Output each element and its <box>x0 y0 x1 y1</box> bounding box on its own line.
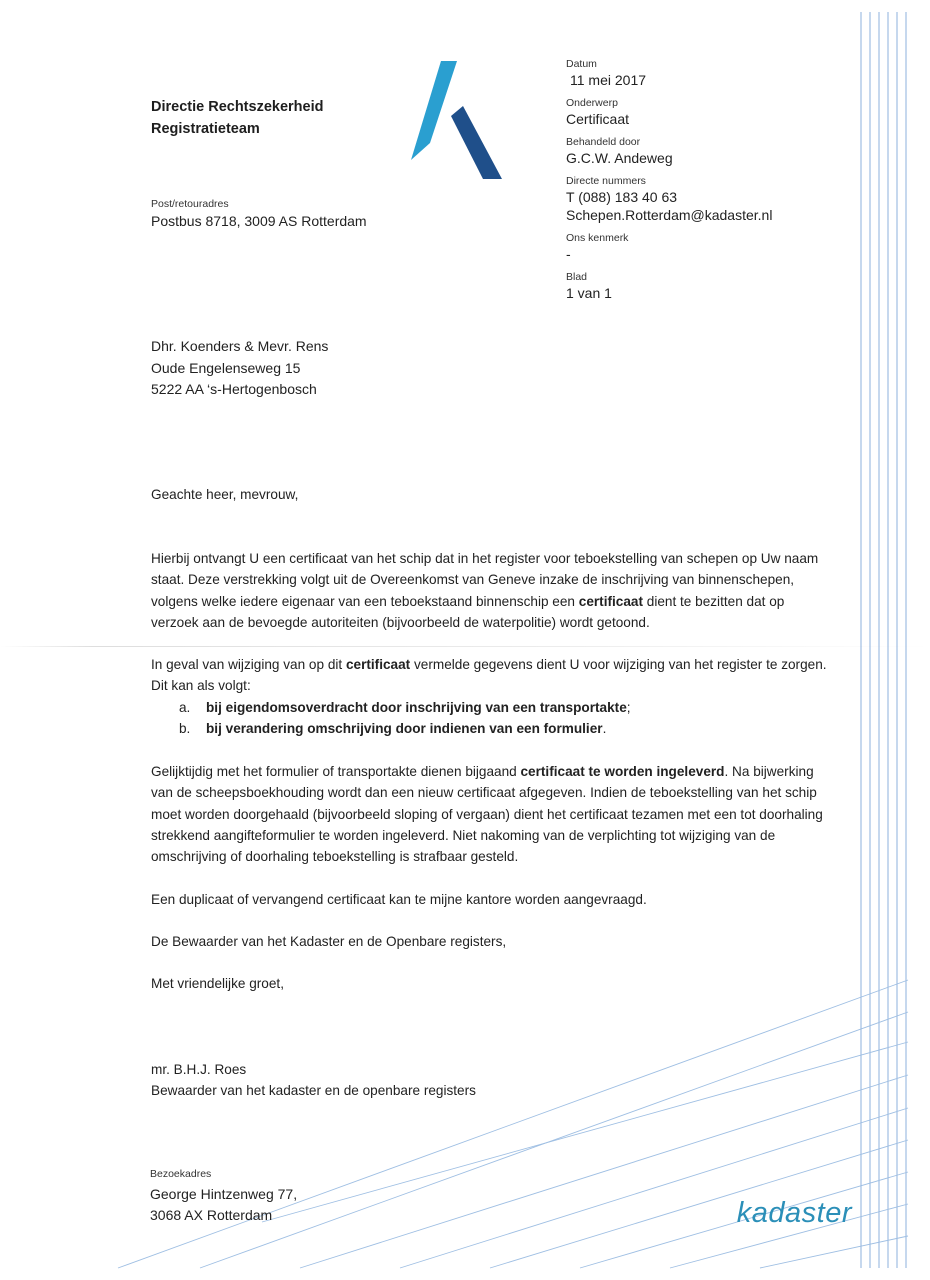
visit-line2: 3068 AX Rotterdam <box>150 1207 273 1223</box>
handled-value: G.C.W. Andeweg <box>566 150 673 166</box>
department-line1: Directie Rechtszekerheid <box>151 99 324 115</box>
sender-department <box>151 96 323 140</box>
department-line2: Registratieteam <box>151 121 260 137</box>
paragraph-1: Hierbij ontvangt U een certificaat van het schip dat in het register voor teboekstelling van schepen op Uw naam staat. Deze verstrekking volgt uit de Overeenkomst van Geneve inzake de inschrijving van binnenschepen, volgens welke iedere eigenaar van een teboekstaand binnenschip een certificaat dient te bezitten dat op verzoek aan de bevoegde autoriteiten (bijvoorbeeld de waterpolitie) wordt getoond. <box>151 551 819 630</box>
recipient-address <box>151 336 328 401</box>
return-address: Postbus 8718, 3009 AS Rotterdam <box>151 213 367 229</box>
signature-block <box>151 1059 831 1102</box>
paragraph-4: Een duplicaat of vervangend certificaat kan te mijne kantore worden aangevraagd. <box>151 892 647 907</box>
phone-value: T (088) 183 40 63 <box>566 189 678 205</box>
email-value: Schepen.Rotterdam@kadaster.nl <box>566 207 773 223</box>
handled-label: Behandeld door <box>566 136 641 148</box>
brand-mark-light <box>411 61 457 160</box>
paragraph-3: Gelijktijdig met het formulier of transportakte dienen bijgaand certificaat te worden ingeleverd. Na bijwerking van de scheepsboekhouding wordt dan een nieuw certificaat afgegeven. Indien de teboekstelling van het schip moet worden doorgehaald (bijvoorbeeld sloping of vergaan) dient het certificaat tezamen met een tot doorhaling strekkend aangifteformulier te worden ingeleverd. Niet nakoming van de verplichting tot wijziging van de omschrijving of doorhaling teboekstelling is strafbaar gesteld. <box>151 764 823 865</box>
paper-fold-line <box>0 646 930 647</box>
page-value: 1 van 1 <box>566 285 612 301</box>
signer-title: Bewaarder van het kadaster en de openbare registers <box>151 1083 476 1099</box>
subject-value: Certificaat <box>566 111 630 127</box>
visit-address-label: Bezoekadres <box>150 1168 212 1180</box>
date-value: 11 mei 2017 <box>570 72 647 88</box>
reference-value: - <box>566 246 571 262</box>
visit-line1: George Hintzenweg 77, <box>150 1186 298 1202</box>
brand-mark-dark <box>451 106 502 179</box>
subject-label: Onderwerp <box>566 97 618 109</box>
phone-label: Directe nummers <box>566 175 646 187</box>
list-item: a. bij eigendomsoverdracht door inschrijving van een transportakte; <box>179 699 631 715</box>
closing: Met vriendelijke groet, <box>151 976 284 991</box>
paragraph-5: De Bewaarder van het Kadaster en de Openbare registers, <box>151 934 507 949</box>
recipient-line2: Oude Engelenseweg 15 <box>151 359 301 376</box>
reference-label: Ons kenmerk <box>566 232 629 244</box>
salutation: Geachte heer, mevrouw, <box>151 487 299 502</box>
recipient-line3: 5222 AA ‘s-Hertogenbosch <box>151 381 317 397</box>
kadaster-logo: kadaster <box>736 1197 852 1229</box>
visit-address <box>150 1184 297 1226</box>
recipient-line1: Dhr. Koenders & Mevr. Rens <box>151 338 329 354</box>
meta-column <box>566 58 772 301</box>
signer-name: mr. B.H.J. Roes <box>151 1062 247 1077</box>
return-address-label: Post/retouradres <box>151 198 229 210</box>
list-item: b. bij verandering omschrijving door indienen van een formulier. <box>179 720 607 736</box>
date-label: Datum <box>566 58 597 70</box>
page-label: Blad <box>566 271 588 283</box>
paragraph-2: In geval van wijziging van op dit certificaat vermelde gegevens dient U voor wijziging van het register te zorgen. Dit kan als volgt: a. bij eigendomsoverdracht door inschrijving van een transportakte; b. bij verandering omschrijving door indienen van een formulier. <box>151 654 831 739</box>
